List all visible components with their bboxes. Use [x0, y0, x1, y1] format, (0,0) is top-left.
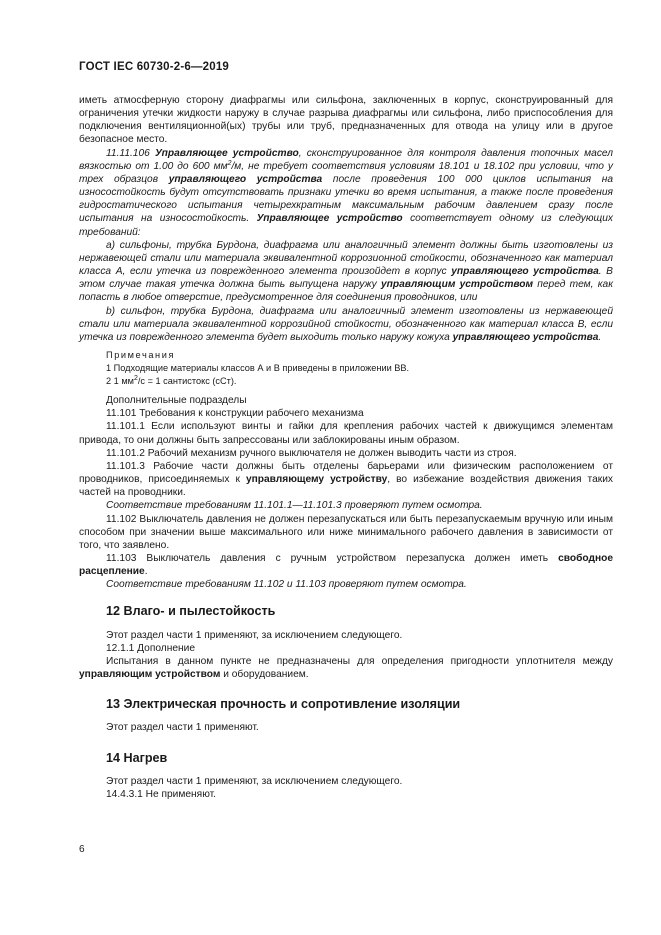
- section-14-text-1: Этот раздел части 1 применяют, за исключением следующего.: [106, 775, 403, 787]
- document-body: [79, 94, 613, 801]
- paragraph-11-101-2: 11.101.2 Рабочий механизм ручного выключателя не должен выводить части из строя.: [106, 447, 517, 459]
- section-14-text-2: 14.4.3.1 Не применяют.: [106, 788, 216, 800]
- term: управляющему устройству: [245, 474, 388, 486]
- term: управляющего устройства: [451, 266, 599, 278]
- compliance-check-1: Соответствие требованиям 11.101.1—11.101.3 проверяют путем осмотра.: [106, 500, 483, 512]
- term: управляющего устройства: [452, 331, 599, 343]
- paragraph-intro: иметь атмосферную сторону диафрагмы или сильфона, заключенных в корпус, сконструированный для ограничения утечки жидкости наружу в случае разрыва диафрагмы или сильфона, либо приспособления для подключения вентиляционной(ых) трубы или труб, предназначенных для отвода на улицу или в другое безопасное место.: [79, 95, 613, 146]
- paragraph-11-101: 11.101 Требования к конструкции рабочего механизма: [106, 408, 364, 420]
- term: Управляющее устройство: [154, 147, 299, 159]
- paragraph-11-103: 11.103 Выключатель давления с ручным устройством перезапуска должен иметь свободное расцепление.: [79, 553, 613, 578]
- compliance-check-2: Соответствие требованиям 11.102 и 11.103 проверяют путем осмотра.: [106, 579, 467, 591]
- note-1: 1 Подходящие материалы классов А и В приведены в приложении ВВ.: [106, 363, 410, 374]
- paragraph-11-101-1: 11.101.1 Если используют винты и гайки для крепления рабочих частей к движущимся элементам привода, то они должны быть запрессованы или заблокированы иным образом.: [79, 421, 613, 446]
- paragraph-11-11-106: 11.11.106 Управляющее устройство, сконструированное для контроля давления топочных масел вязкостью от 1.00 до 600 $мм^2/м$, не требует соответствия условиям 18.101 и 18.102 при условии, что у трех образцов управляющего устройства после проведения 100 000 циклов испытания на износостойкость будут отсутствовать признаки утечки во время испытания, а также после проведения гидростатического испытания четырехкратным максимальным рабочим давлением сразу после испытания на износостойкость. Управляющее устройство соответствует одному из следующих требований:: [79, 147, 613, 238]
- page-number: 6: [79, 844, 85, 855]
- section-12-text-1: Этот раздел части 1 применяют, за исключением следующего.: [106, 629, 403, 641]
- term: свободное расцепление: [79, 553, 613, 578]
- paragraph-11-102: 11.102 Выключатель давления не должен перезапускаться или быть перезапускаемым вручную или иным способом при значении выше максимального или ниже минимального рабочего давления в зависимости от того, что заявлено.: [79, 513, 613, 551]
- notes-title: Примечания: [106, 349, 176, 360]
- term: Управляющее устройство: [256, 213, 403, 225]
- extra-subsections-label: Дополнительные подразделы: [106, 395, 247, 407]
- section-heading-12: 12 Влаго- и пылестойкость: [106, 604, 276, 619]
- clause-number: 11.11.106: [106, 147, 150, 159]
- document-header: ГОСТ IEC 60730-2-6—2019: [79, 61, 230, 73]
- term: управляющим устройством: [79, 669, 221, 681]
- term: управляющего устройства: [168, 173, 323, 185]
- section-12-text-3: Испытания в данном пункте не предназначены для определения пригодности уплотнителя между управляющим устройством и оборудованием.: [79, 655, 613, 681]
- note-2: 2 1 $мм^2/с = 1$ сантистокс (сСт).: [106, 375, 237, 387]
- list-item-b: b) сильфон, трубка Бурдона, диафрагма или аналогичный элемент изготовлены из нержавеющей стали или материала эквивалентной коррозийной стойкости, обозначенного как материал класса В, если утечка из поврежденного элемента будет выходить только наружу кожуха управляющего устройства.: [79, 305, 613, 343]
- section-12-text-2: 12.1.1 Дополнение: [106, 642, 196, 654]
- term: управляющим устройством: [381, 279, 534, 291]
- section-13-text-1: Этот раздел части 1 применяют.: [106, 722, 259, 734]
- section-heading-13: 13 Электрическая прочность и сопротивление изоляции: [106, 697, 461, 712]
- list-item-a: a) сильфоны, трубка Бурдона, диафрагма или аналогичный элемент должны быть изготовлены из нержавеющей стали или материала эквивалентной коррозионной стойкости, обозначенного как материал класса А, если утечка из поврежденного элемента произойдет в корпус управляющего устройства. В этом случае такая утечка должна быть выпущена наружу управляющим устройством перед тем, как попасть в любое отверстие, предусмотренное для соединения проводников, или: [79, 239, 613, 304]
- paragraph-11-101-3: 11.101.3 Рабочие части должны быть отделены барьерами или физическим расположением от проводников, присоединяемых к управляющему устройству, во избежание воздействия движения таких частей на проводники.: [79, 460, 613, 499]
- section-heading-14: 14 Нагрев: [106, 750, 168, 765]
